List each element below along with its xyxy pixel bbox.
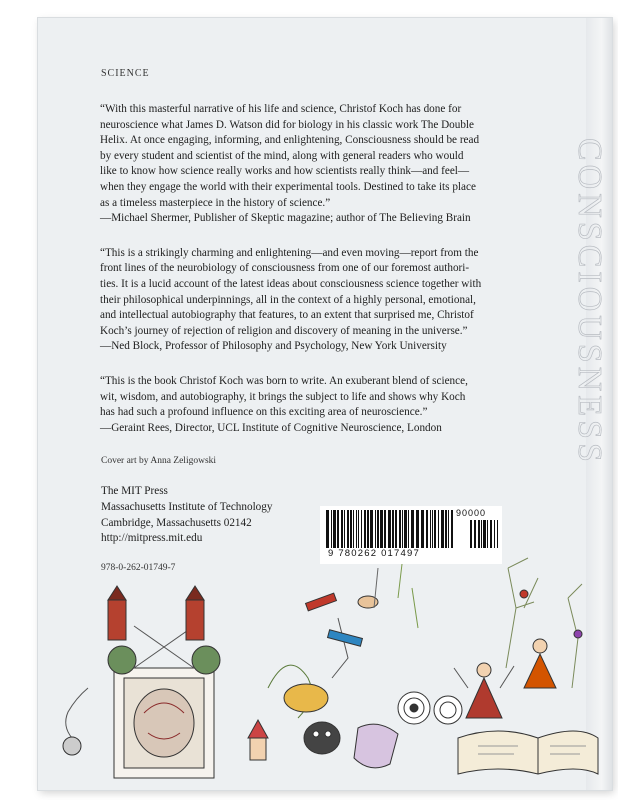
blurb-line: and intellectual autobiography that features, to an extent that surprised me, Christof [100, 309, 474, 322]
blurb-line: has had such a profound influence on this exciting area of neuroscience.” [100, 406, 428, 419]
blurb-attribution: —Geraint Rees, Director, UCL Institute of Cognitive Neuroscience, London [100, 421, 442, 434]
blurb-line: “This is a strikingly charming and enlightening—and even moving—report from the [100, 246, 479, 259]
barcode-addon-digits: 90000 [456, 508, 487, 518]
blurbs [100, 102, 595, 455]
cover-art-credit: Cover art by Anna Zeligowski [101, 456, 217, 466]
blurb-line: “With this masterful narrative of his life and science, Christof Koch has done for [100, 103, 462, 115]
blurb-line: Koch’s journey of rejection of religion and discovery of meaning in the universe.” [100, 324, 468, 337]
book-back-cover [38, 18, 612, 790]
blurb-line: wit, wisdom, and autobiography, it brings the subject to life and shows why Koch [100, 390, 466, 403]
publisher-name: The MIT Press [101, 485, 168, 497]
publisher-city: Cambridge, Massachusetts 02142 [101, 516, 252, 529]
blurb-attribution: —Michael Shermer, Publisher of Skeptic magazine; author of The Believing Brain [100, 212, 471, 225]
blurb-line: by every student and scientist of the mind, along with general readers who would [100, 149, 464, 162]
publisher-institution: Massachusetts Institute of Technology [101, 500, 273, 513]
blurb-line: ties. It is a lucid account of the latest ideas about consciousness science together with [100, 277, 482, 290]
blurb-attribution: —Ned Block, Professor of Philosophy and Psychology, New York University [100, 340, 447, 353]
blurb-rees [100, 374, 595, 436]
blurb-shermer [100, 102, 595, 227]
blurb-line: their philosophical underpinnings, all in the context of a highly personal, emotional, [100, 293, 476, 306]
blurb-line: when they engage the world with their experimental tools. Destined to take its place [100, 180, 476, 193]
isbn: 978-0-262-01749-7 [101, 563, 176, 573]
tower-figure [63, 586, 268, 778]
cover-illustration [38, 538, 612, 790]
category-label: SCIENCE [101, 68, 150, 79]
spine-title: CONSCIOUSNESS [571, 138, 608, 466]
blurb-line: neuroscience what James D. Watson did for biology in his classic work The Double [100, 118, 475, 131]
blurb-block [100, 246, 595, 355]
dancers-and-book [454, 558, 598, 774]
blurb-line: “This is the book Christof Koch was born to write. An exuberant blend of science, [100, 374, 468, 387]
barcode-digits: 9 780262 017497 [328, 548, 420, 559]
blurb-line: like to know how science really works and how scientists really think—and feel— [100, 165, 470, 178]
blurb-line: front lines of the neurobiology of consciousness from one of our foremost authori- [100, 262, 470, 275]
blurb-line: as a timeless masterpiece in the history of science.” [100, 196, 331, 209]
publisher-url: http://mitpress.mit.edu [101, 532, 203, 545]
parade-figures [268, 564, 462, 768]
blurb-line: Helix. At once engaging, informing, and enlightening, Consciousness should be read [100, 134, 480, 147]
